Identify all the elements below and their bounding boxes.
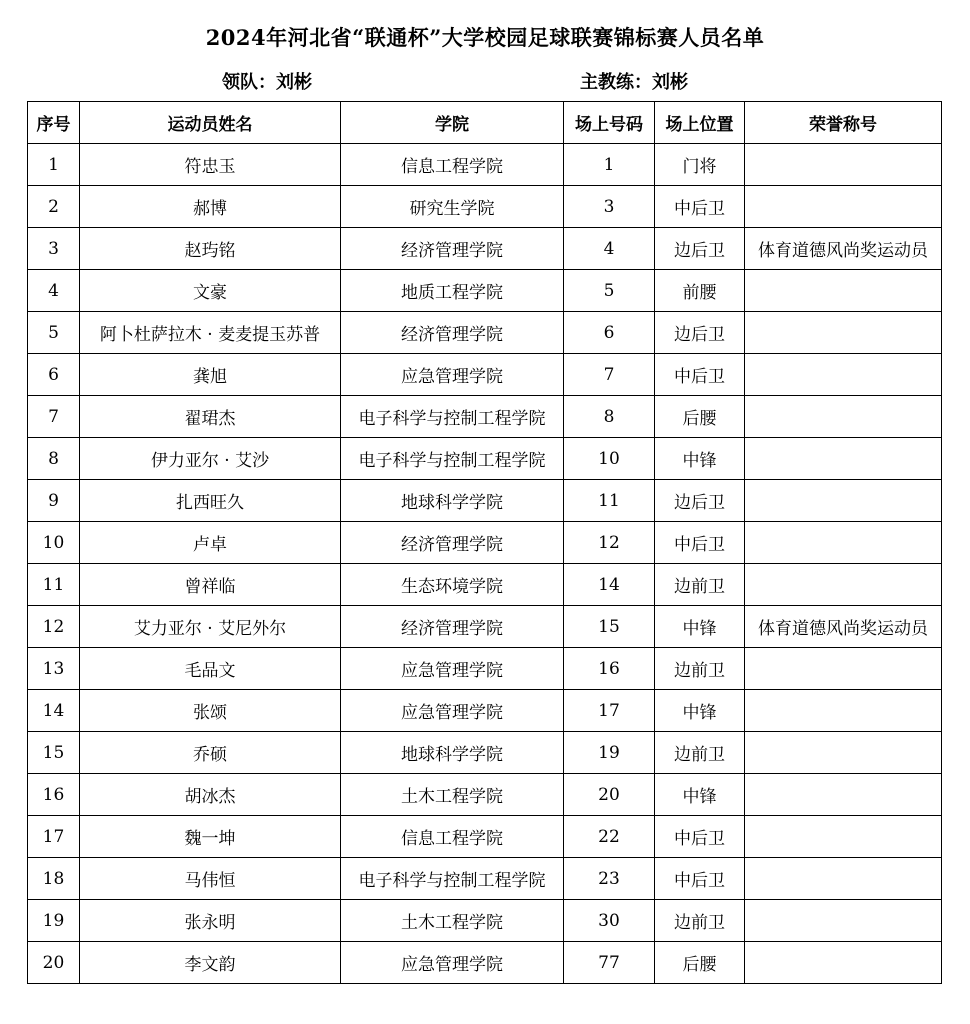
table-row: [28, 648, 942, 690]
table-row: [28, 228, 942, 270]
table-row: [28, 396, 942, 438]
cell-position: 中后卫: [655, 858, 745, 900]
table-row: [28, 942, 942, 984]
cell-college: 应急管理学院: [341, 942, 564, 984]
cell-position: 后腰: [655, 396, 745, 438]
cell-college: 经济管理学院: [341, 606, 564, 648]
table-row: [28, 606, 942, 648]
cell-number: 1: [564, 144, 655, 186]
cell-position: 边后卫: [655, 228, 745, 270]
cell-number: 12: [564, 522, 655, 564]
table-row: [28, 438, 942, 480]
cell-position: 边前卫: [655, 564, 745, 606]
cell-index: 5: [28, 312, 80, 354]
cell-position: 中后卫: [655, 354, 745, 396]
table-row: [28, 312, 942, 354]
cell-index: 9: [28, 480, 80, 522]
cell-index: 3: [28, 228, 80, 270]
cell-number: 30: [564, 900, 655, 942]
cell-college: 电子科学与控制工程学院: [341, 438, 564, 480]
cell-college: 信息工程学院: [341, 144, 564, 186]
cell-honor: [745, 186, 942, 228]
cell-number: 23: [564, 858, 655, 900]
table-row: [28, 732, 942, 774]
cell-honor: 体育道德风尚奖运动员: [745, 606, 942, 648]
cell-index: 16: [28, 774, 80, 816]
cell-honor: [745, 480, 942, 522]
cell-name: 阿卜杜萨拉木 · 麦麦提玉苏普: [80, 312, 341, 354]
cell-name: 扎西旺久: [80, 480, 341, 522]
roster-table: [27, 101, 942, 984]
cell-index: 8: [28, 438, 80, 480]
cell-number: 10: [564, 438, 655, 480]
cell-index: 14: [28, 690, 80, 732]
cell-college: 电子科学与控制工程学院: [341, 396, 564, 438]
cell-honor: [745, 648, 942, 690]
cell-college: 经济管理学院: [341, 228, 564, 270]
cell-name: 曾祥临: [80, 564, 341, 606]
cell-number: 19: [564, 732, 655, 774]
cell-number: 11: [564, 480, 655, 522]
cell-honor: [745, 774, 942, 816]
cell-honor: [745, 144, 942, 186]
cell-college: 经济管理学院: [341, 312, 564, 354]
cell-college: 研究生学院: [341, 186, 564, 228]
cell-name: 符忠玉: [80, 144, 341, 186]
cell-index: 19: [28, 900, 80, 942]
cell-position: 边后卫: [655, 480, 745, 522]
cell-honor: [745, 354, 942, 396]
table-row: [28, 270, 942, 312]
table-row: [28, 564, 942, 606]
cell-honor: [745, 564, 942, 606]
roster-body: [28, 144, 942, 984]
cell-number: 22: [564, 816, 655, 858]
cell-honor: [745, 900, 942, 942]
cell-honor: 体育道德风尚奖运动员: [745, 228, 942, 270]
cell-college: 生态环境学院: [341, 564, 564, 606]
cell-college: 土木工程学院: [341, 774, 564, 816]
table-row: [28, 900, 942, 942]
cell-college: 应急管理学院: [341, 648, 564, 690]
cell-honor: [745, 858, 942, 900]
cell-name: 胡冰杰: [80, 774, 341, 816]
column-header-position: 场上位置: [655, 102, 745, 144]
cell-position: 门将: [655, 144, 745, 186]
cell-position: 边前卫: [655, 900, 745, 942]
cell-number: 17: [564, 690, 655, 732]
cell-number: 6: [564, 312, 655, 354]
cell-index: 1: [28, 144, 80, 186]
table-row: [28, 858, 942, 900]
cell-name: 李文韵: [80, 942, 341, 984]
cell-number: 20: [564, 774, 655, 816]
table-row: [28, 354, 942, 396]
cell-position: 边前卫: [655, 648, 745, 690]
cell-honor: [745, 522, 942, 564]
cell-name: 赵玙铭: [80, 228, 341, 270]
cell-name: 艾力亚尔 · 艾尼外尔: [80, 606, 341, 648]
cell-name: 毛品文: [80, 648, 341, 690]
cell-number: 5: [564, 270, 655, 312]
table-row: [28, 480, 942, 522]
cell-position: 中后卫: [655, 186, 745, 228]
cell-name: 魏一坤: [80, 816, 341, 858]
cell-honor: [745, 732, 942, 774]
cell-position: 中后卫: [655, 522, 745, 564]
table-row: [28, 186, 942, 228]
column-header-honor: 荣誉称号: [745, 102, 942, 144]
cell-position: 边后卫: [655, 312, 745, 354]
cell-college: 应急管理学院: [341, 690, 564, 732]
table-row: [28, 774, 942, 816]
cell-college: 电子科学与控制工程学院: [341, 858, 564, 900]
cell-index: 11: [28, 564, 80, 606]
cell-honor: [745, 312, 942, 354]
cell-name: 马伟恒: [80, 858, 341, 900]
table-row: [28, 144, 942, 186]
cell-index: 6: [28, 354, 80, 396]
cell-position: 中锋: [655, 606, 745, 648]
cell-index: 7: [28, 396, 80, 438]
cell-position: 中锋: [655, 438, 745, 480]
cell-number: 77: [564, 942, 655, 984]
cell-number: 15: [564, 606, 655, 648]
cell-number: 3: [564, 186, 655, 228]
cell-index: 18: [28, 858, 80, 900]
cell-honor: [745, 438, 942, 480]
column-header-index: 序号: [28, 102, 80, 144]
cell-number: 16: [564, 648, 655, 690]
cell-index: 10: [28, 522, 80, 564]
cell-index: 15: [28, 732, 80, 774]
cell-name: 龚旭: [80, 354, 341, 396]
cell-index: 20: [28, 942, 80, 984]
cell-name: 伊力亚尔 · 艾沙: [80, 438, 341, 480]
cell-college: 地球科学学院: [341, 732, 564, 774]
cell-index: 2: [28, 186, 80, 228]
cell-name: 郝博: [80, 186, 341, 228]
table-header-row: [28, 102, 942, 144]
cell-index: 12: [28, 606, 80, 648]
cell-honor: [745, 942, 942, 984]
table-row: [28, 522, 942, 564]
cell-position: 边前卫: [655, 732, 745, 774]
column-header-name: 运动员姓名: [80, 102, 341, 144]
cell-honor: [745, 690, 942, 732]
column-header-number: 场上号码: [564, 102, 655, 144]
cell-index: 13: [28, 648, 80, 690]
cell-name: 乔硕: [80, 732, 341, 774]
cell-position: 中锋: [655, 690, 745, 732]
cell-number: 7: [564, 354, 655, 396]
cell-number: 8: [564, 396, 655, 438]
cell-name: 文豪: [80, 270, 341, 312]
cell-college: 土木工程学院: [341, 900, 564, 942]
cell-college: 应急管理学院: [341, 354, 564, 396]
cell-name: 翟珺杰: [80, 396, 341, 438]
head-coach: 主教练：刘彬: [580, 72, 688, 93]
team-leader: 领队：刘彬: [222, 72, 312, 93]
cell-college: 信息工程学院: [341, 816, 564, 858]
cell-index: 4: [28, 270, 80, 312]
cell-college: 经济管理学院: [341, 522, 564, 564]
table-row: [28, 690, 942, 732]
table-row: [28, 816, 942, 858]
cell-honor: [745, 396, 942, 438]
cell-honor: [745, 270, 942, 312]
cell-number: 14: [564, 564, 655, 606]
cell-name: 张颂: [80, 690, 341, 732]
cell-index: 17: [28, 816, 80, 858]
page-title: 2024年河北省“联通杯”大学校园足球联赛锦标赛人员名单: [205, 25, 765, 50]
cell-name: 卢卓: [80, 522, 341, 564]
column-header-college: 学院: [341, 102, 564, 144]
cell-name: 张永明: [80, 900, 341, 942]
cell-college: 地球科学学院: [341, 480, 564, 522]
cell-college: 地质工程学院: [341, 270, 564, 312]
cell-position: 中后卫: [655, 816, 745, 858]
cell-number: 4: [564, 228, 655, 270]
cell-position: 前腰: [655, 270, 745, 312]
cell-position: 中锋: [655, 774, 745, 816]
cell-position: 后腰: [655, 942, 745, 984]
cell-honor: [745, 816, 942, 858]
